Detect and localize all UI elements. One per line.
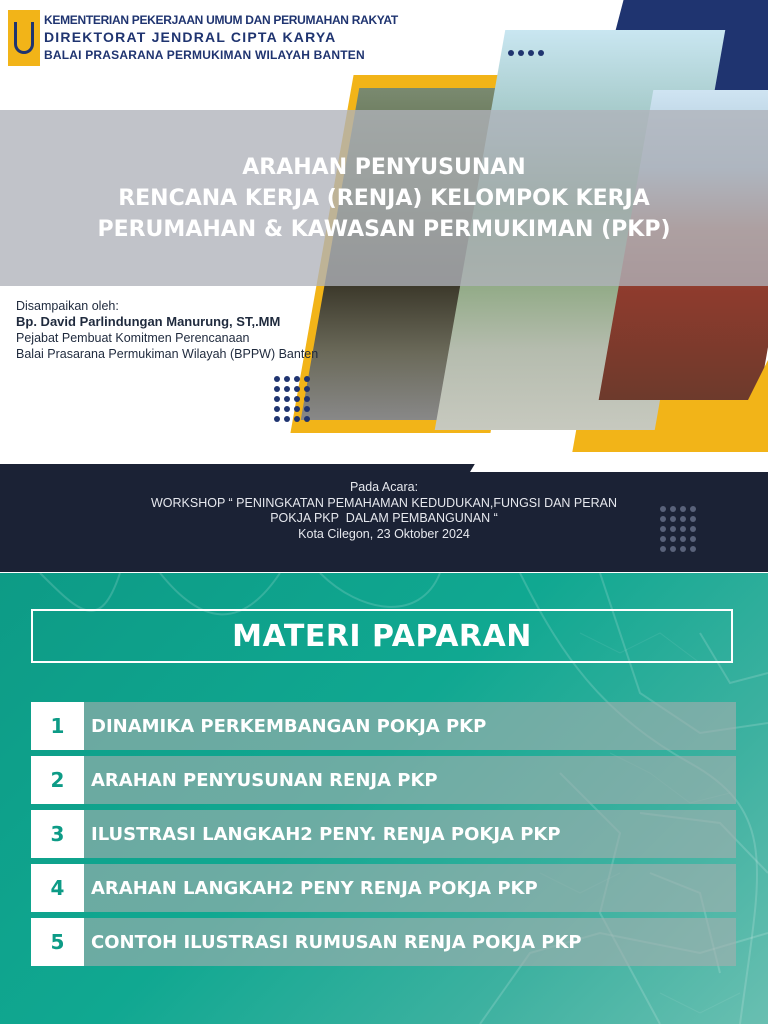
event-title-2: POKJA PKP DALAM PEMBANGUNAN “ — [270, 511, 498, 525]
agenda-label: CONTOH ILUSTRASI RUMUSAN RENJA POKJA PKP — [84, 918, 736, 966]
presenter-label: Disampaikan oleh: — [16, 299, 119, 313]
dot-pattern-right — [660, 506, 700, 556]
agenda-number: 2 — [31, 756, 84, 804]
agenda-item — [31, 918, 736, 966]
agenda-label: DINAMIKA PERKEMBANGAN POKJA PKP — [84, 702, 736, 750]
dot-pattern-middle — [274, 376, 314, 426]
presenter-block — [16, 298, 318, 362]
org-directorate: DIREKTORAT JENDRAL CIPTA KARYA — [44, 29, 337, 45]
title-line-2: RENCANA KERJA (RENJA) KELOMPOK KERJA — [118, 186, 650, 211]
agenda-item — [31, 756, 736, 804]
agenda-number: 3 — [31, 810, 84, 858]
title-line-1: ARAHAN PENYUSUNAN — [242, 155, 526, 180]
event-place-date: Kota Cilegon, 23 Oktober 2024 — [298, 526, 470, 541]
heading-frame — [31, 609, 733, 663]
presenter-name: Bp. David Parlindungan Manurung, ST,.MM — [16, 314, 281, 329]
agenda-label: ILUSTRASI LANGKAH2 PENY. RENJA POKJA PKP — [84, 810, 736, 858]
event-label: Pada Acara: — [349, 480, 419, 494]
event-title-1: WORKSHOP “ PENINGKATAN PEMAHAMAN KEDUDUKAN,FUNGSI DAN PERAN — [150, 495, 618, 510]
agenda-label: ARAHAN LANGKAH2 PENY RENJA POKJA PKP — [84, 864, 736, 912]
agenda-number: 4 — [31, 864, 84, 912]
agenda-slide — [0, 573, 768, 1024]
presenter-role: Pejabat Pembuat Komitmen Perencanaan — [16, 331, 250, 345]
agenda-label: ARAHAN PENYUSUNAN RENJA PKP — [84, 756, 736, 804]
ministry-logo — [8, 10, 40, 66]
slide-title — [40, 152, 728, 245]
event-info — [0, 480, 768, 542]
agenda-heading: MATERI PAPARAN — [232, 618, 532, 654]
organization-header — [44, 12, 398, 63]
band-white-edge — [470, 452, 768, 472]
agenda-number: 5 — [31, 918, 84, 966]
org-ministry: KEMENTERIAN PEKERJAAN UMUM DAN PERUMAHAN RAKYAT — [44, 13, 398, 27]
logo-emblem-icon — [14, 22, 34, 54]
agenda-item — [31, 702, 736, 750]
dot-pattern-top — [508, 50, 548, 60]
agenda-item — [31, 810, 736, 858]
org-office: BALAI PRASARANA PERMUKIMAN WILAYAH BANTEN — [44, 48, 365, 62]
presenter-office: Balai Prasarana Permukiman Wilayah (BPPW) Banten — [16, 347, 319, 361]
agenda-number: 1 — [31, 702, 84, 750]
agenda-item — [31, 864, 736, 912]
title-line-3: PERUMAHAN & KAWASAN PERMUKIMAN (PKP) — [97, 217, 671, 242]
